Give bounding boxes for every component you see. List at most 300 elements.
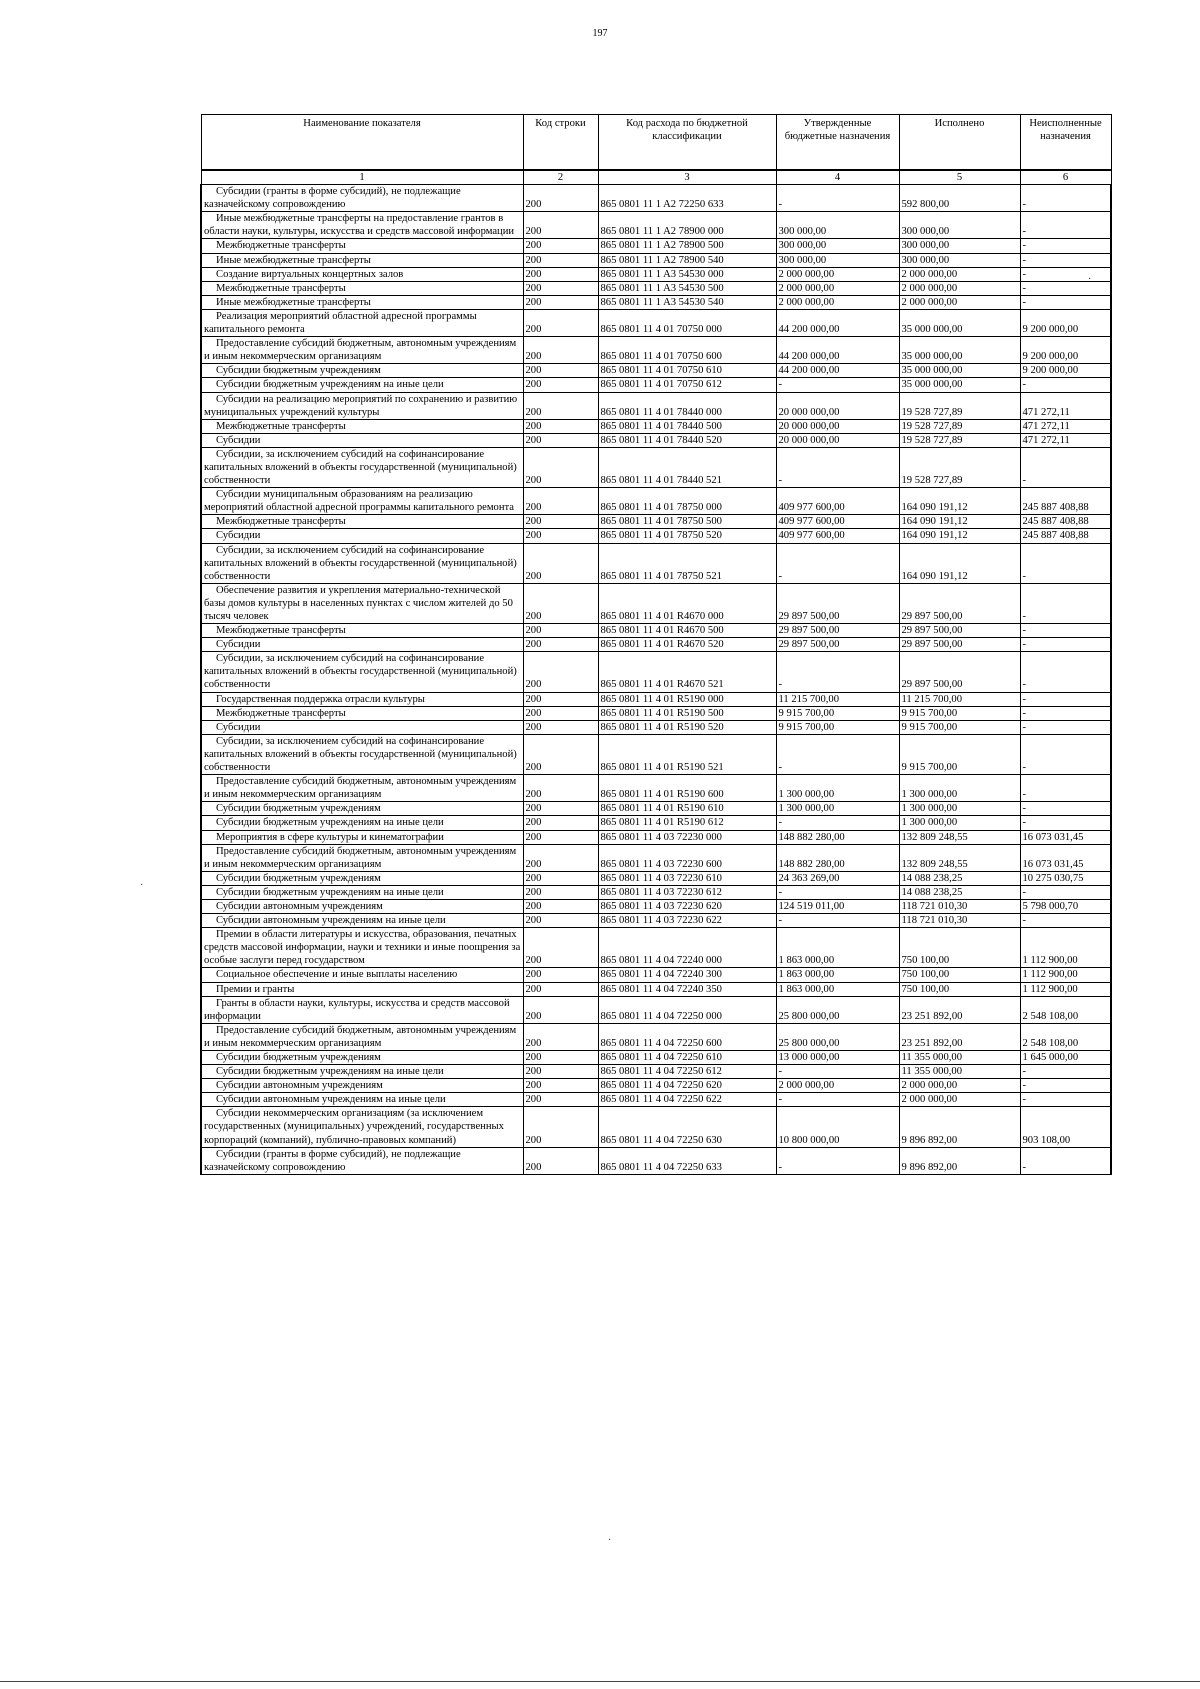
row-name: Государственная поддержка отрасли культуры <box>201 692 523 706</box>
row-line-code: 200 <box>523 982 598 996</box>
row-name: Мероприятия в сфере культуры и кинематографии <box>201 830 523 844</box>
row-name: Субсидии бюджетным учреждениям на иные цели <box>201 1065 523 1079</box>
table-row <box>201 1093 1111 1107</box>
column-number: 3 <box>598 170 776 185</box>
row-executed: 35 000 000,00 <box>899 337 1020 364</box>
row-unexecuted: 1 112 900,00 <box>1020 968 1111 982</box>
header-row <box>201 115 1111 171</box>
table-row <box>201 295 1111 309</box>
row-budget-code: 865 0801 11 4 01 78440 500 <box>598 419 776 433</box>
row-executed: 300 000,00 <box>899 212 1020 239</box>
column-number: 2 <box>523 170 598 185</box>
bottom-divider <box>0 1681 1200 1682</box>
row-unexecuted: - <box>1020 239 1111 253</box>
row-executed: 29 897 500,00 <box>899 652 1020 692</box>
row-name: Межбюджетные трансферты <box>201 706 523 720</box>
row-executed: 23 251 892,00 <box>899 1023 1020 1050</box>
row-name: Субсидии, за исключением субсидий на софинансирование капитальных вложений в объекты государственной (муниципальной) собственности <box>201 652 523 692</box>
row-approved: 25 800 000,00 <box>776 996 899 1023</box>
row-executed: 11 215 700,00 <box>899 692 1020 706</box>
row-unexecuted: - <box>1020 720 1111 734</box>
row-approved: 13 000 000,00 <box>776 1051 899 1065</box>
row-budget-code: 865 0801 11 4 03 72230 612 <box>598 885 776 899</box>
row-budget-code: 865 0801 11 4 04 72240 000 <box>598 928 776 968</box>
row-executed: 132 809 248,55 <box>899 830 1020 844</box>
row-unexecuted: - <box>1020 1093 1111 1107</box>
row-executed: 132 809 248,55 <box>899 844 1020 871</box>
table-row <box>201 928 1111 968</box>
row-executed: 11 355 000,00 <box>899 1065 1020 1079</box>
row-executed: 750 100,00 <box>899 968 1020 982</box>
row-line-code: 200 <box>523 267 598 281</box>
row-approved: - <box>776 885 899 899</box>
row-budget-code: 865 0801 11 4 01 78440 520 <box>598 433 776 447</box>
row-unexecuted: 471 272,11 <box>1020 433 1111 447</box>
table-row <box>201 899 1111 913</box>
row-name: Субсидии <box>201 529 523 543</box>
row-approved: 148 882 280,00 <box>776 844 899 871</box>
table-row <box>201 914 1111 928</box>
row-budget-code: 865 0801 11 4 01 70750 610 <box>598 364 776 378</box>
row-line-code: 200 <box>523 253 598 267</box>
row-unexecuted: 9 200 000,00 <box>1020 364 1111 378</box>
row-unexecuted: 245 887 408,88 <box>1020 529 1111 543</box>
row-line-code: 200 <box>523 364 598 378</box>
row-budget-code: 865 0801 11 4 01 70750 000 <box>598 309 776 336</box>
row-approved: 29 897 500,00 <box>776 624 899 638</box>
row-line-code: 200 <box>523 1147 598 1174</box>
row-name: Межбюджетные трансферты <box>201 419 523 433</box>
row-approved: 20 000 000,00 <box>776 419 899 433</box>
row-name: Субсидии бюджетным учреждениям <box>201 871 523 885</box>
row-executed: 9 915 700,00 <box>899 706 1020 720</box>
table-row <box>201 982 1111 996</box>
table-row <box>201 364 1111 378</box>
row-budget-code: 865 0801 11 1 A2 78900 540 <box>598 253 776 267</box>
column-number: 6 <box>1020 170 1111 185</box>
row-line-code: 200 <box>523 1107 598 1147</box>
column-number-row <box>201 170 1111 185</box>
row-name: Гранты в области науки, культуры, искусства и средств массовой информации <box>201 996 523 1023</box>
row-approved: 124 519 011,00 <box>776 899 899 913</box>
row-budget-code: 865 0801 11 4 01 78750 500 <box>598 515 776 529</box>
row-approved: - <box>776 447 899 487</box>
row-budget-code: 865 0801 11 4 01 R4670 000 <box>598 583 776 623</box>
budget-execution-table <box>200 114 1112 1175</box>
row-line-code: 200 <box>523 378 598 392</box>
table-row <box>201 1023 1111 1050</box>
column-number: 4 <box>776 170 899 185</box>
row-budget-code: 865 0801 11 1 A3 54530 000 <box>598 267 776 281</box>
row-approved: 25 800 000,00 <box>776 1023 899 1050</box>
row-executed: 750 100,00 <box>899 928 1020 968</box>
row-approved: - <box>776 914 899 928</box>
row-unexecuted: 2 548 108,00 <box>1020 1023 1111 1050</box>
row-approved: 1 863 000,00 <box>776 968 899 982</box>
table-row <box>201 1065 1111 1079</box>
row-line-code: 200 <box>523 638 598 652</box>
row-budget-code: 865 0801 11 1 A2 78900 000 <box>598 212 776 239</box>
row-name: Субсидии, за исключением субсидий на софинансирование капитальных вложений в объекты государственной (муниципальной) собственности <box>201 447 523 487</box>
table-row <box>201 720 1111 734</box>
row-line-code: 200 <box>523 529 598 543</box>
row-approved: - <box>776 816 899 830</box>
row-budget-code: 865 0801 11 4 03 72230 000 <box>598 830 776 844</box>
row-approved: 1 863 000,00 <box>776 928 899 968</box>
row-unexecuted: - <box>1020 253 1111 267</box>
row-name: Субсидии автономным учреждениям <box>201 899 523 913</box>
row-name: Межбюджетные трансферты <box>201 239 523 253</box>
header-name: Наименование показателя <box>201 115 523 171</box>
scan-mark: · <box>608 1535 612 1546</box>
row-approved: 1 863 000,00 <box>776 982 899 996</box>
row-name: Субсидии бюджетным учреждениям на иные цели <box>201 816 523 830</box>
row-approved: 300 000,00 <box>776 212 899 239</box>
row-approved: 29 897 500,00 <box>776 638 899 652</box>
row-unexecuted: 1 645 000,00 <box>1020 1051 1111 1065</box>
row-name: Создание виртуальных концертных залов <box>201 267 523 281</box>
row-budget-code: 865 0801 11 4 03 72230 620 <box>598 899 776 913</box>
row-approved: 409 977 600,00 <box>776 488 899 515</box>
table-row <box>201 309 1111 336</box>
row-approved: - <box>776 1065 899 1079</box>
column-number: 1 <box>201 170 523 185</box>
row-unexecuted: - <box>1020 914 1111 928</box>
row-line-code: 200 <box>523 447 598 487</box>
row-approved: 9 915 700,00 <box>776 706 899 720</box>
row-unexecuted: 9 200 000,00 <box>1020 309 1111 336</box>
table-row <box>201 638 1111 652</box>
row-budget-code: 865 0801 11 4 04 72250 633 <box>598 1147 776 1174</box>
table-row <box>201 212 1111 239</box>
row-executed: 35 000 000,00 <box>899 309 1020 336</box>
row-executed: 9 896 892,00 <box>899 1147 1020 1174</box>
row-unexecuted: 1 112 900,00 <box>1020 982 1111 996</box>
row-executed: 2 000 000,00 <box>899 267 1020 281</box>
row-line-code: 200 <box>523 968 598 982</box>
table-row <box>201 775 1111 802</box>
row-unexecuted: - <box>1020 447 1111 487</box>
row-approved: 44 200 000,00 <box>776 309 899 336</box>
table-row <box>201 734 1111 774</box>
row-budget-code: 865 0801 11 4 01 78440 521 <box>598 447 776 487</box>
row-executed: 164 090 191,12 <box>899 529 1020 543</box>
row-budget-code: 865 0801 11 4 01 R5190 000 <box>598 692 776 706</box>
row-approved: 148 882 280,00 <box>776 830 899 844</box>
table-row <box>201 1051 1111 1065</box>
row-unexecuted: 2 548 108,00 <box>1020 996 1111 1023</box>
row-approved: 44 200 000,00 <box>776 364 899 378</box>
row-line-code: 200 <box>523 914 598 928</box>
row-budget-code: 865 0801 11 4 01 R4670 500 <box>598 624 776 638</box>
row-budget-code: 865 0801 11 4 04 72250 622 <box>598 1093 776 1107</box>
table-row <box>201 267 1111 281</box>
row-line-code: 200 <box>523 885 598 899</box>
row-line-code: 200 <box>523 1065 598 1079</box>
row-line-code: 200 <box>523 543 598 583</box>
row-budget-code: 865 0801 11 4 04 72250 600 <box>598 1023 776 1050</box>
row-budget-code: 865 0801 11 4 03 72230 610 <box>598 871 776 885</box>
scan-mark: · <box>140 880 144 891</box>
row-line-code: 200 <box>523 212 598 239</box>
row-line-code: 200 <box>523 1093 598 1107</box>
row-line-code: 200 <box>523 1023 598 1050</box>
row-unexecuted: - <box>1020 652 1111 692</box>
header-approved: Утвержденные бюджетные назначения <box>776 115 899 171</box>
scan-mark: · <box>1088 274 1092 285</box>
row-name: Субсидии автономным учреждениям на иные цели <box>201 914 523 928</box>
row-approved: 409 977 600,00 <box>776 515 899 529</box>
row-name: Субсидии, за исключением субсидий на софинансирование капитальных вложений в объекты государственной (муниципальной) собственности <box>201 734 523 774</box>
table-row <box>201 185 1111 212</box>
row-executed: 300 000,00 <box>899 253 1020 267</box>
row-executed: 9 896 892,00 <box>899 1107 1020 1147</box>
row-executed: 2 000 000,00 <box>899 295 1020 309</box>
row-budget-code: 865 0801 11 4 01 78750 520 <box>598 529 776 543</box>
row-executed: 9 915 700,00 <box>899 734 1020 774</box>
header-budget-code: Код расхода по бюджетной классификации <box>598 115 776 171</box>
row-unexecuted: 903 108,00 <box>1020 1107 1111 1147</box>
table-row <box>201 543 1111 583</box>
row-name: Субсидии, за исключением субсидий на софинансирование капитальных вложений в объекты государственной (муниципальной) собственности <box>201 543 523 583</box>
row-line-code: 200 <box>523 830 598 844</box>
row-unexecuted: - <box>1020 692 1111 706</box>
row-name: Субсидии бюджетным учреждениям на иные цели <box>201 885 523 899</box>
row-executed: 19 528 727,89 <box>899 433 1020 447</box>
row-executed: 1 300 000,00 <box>899 775 1020 802</box>
row-line-code: 200 <box>523 392 598 419</box>
row-approved: - <box>776 1093 899 1107</box>
table-row <box>201 652 1111 692</box>
row-executed: 19 528 727,89 <box>899 447 1020 487</box>
row-name: Субсидии автономным учреждениям на иные цели <box>201 1093 523 1107</box>
table-row <box>201 844 1111 871</box>
row-approved: 1 300 000,00 <box>776 802 899 816</box>
row-name: Субсидии бюджетным учреждениям <box>201 1051 523 1065</box>
row-unexecuted: - <box>1020 185 1111 212</box>
row-name: Иные межбюджетные трансферты <box>201 253 523 267</box>
table-row <box>201 392 1111 419</box>
row-name: Субсидии бюджетным учреждениям <box>201 802 523 816</box>
row-line-code: 200 <box>523 706 598 720</box>
row-approved: 1 300 000,00 <box>776 775 899 802</box>
row-budget-code: 865 0801 11 1 A3 54530 500 <box>598 281 776 295</box>
row-name: Предоставление субсидий бюджетным, автономным учреждениям и иным некоммерческим организациям <box>201 1023 523 1050</box>
row-executed: 2 000 000,00 <box>899 1093 1020 1107</box>
table-row <box>201 830 1111 844</box>
row-approved: 29 897 500,00 <box>776 583 899 623</box>
row-line-code: 200 <box>523 734 598 774</box>
row-name: Субсидии бюджетным учреждениям на иные цели <box>201 378 523 392</box>
row-executed: 118 721 010,30 <box>899 899 1020 913</box>
row-approved: 24 363 269,00 <box>776 871 899 885</box>
row-approved: - <box>776 652 899 692</box>
row-executed: 118 721 010,30 <box>899 914 1020 928</box>
row-executed: 164 090 191,12 <box>899 543 1020 583</box>
row-unexecuted: - <box>1020 378 1111 392</box>
row-budget-code: 865 0801 11 4 01 R4670 521 <box>598 652 776 692</box>
row-line-code: 200 <box>523 515 598 529</box>
row-budget-code: 865 0801 11 4 01 R5190 610 <box>598 802 776 816</box>
row-name: Обеспечение развития и укрепления материально-технической базы домов культуры в населенных пунктах с числом жителей до 50 тысяч человек <box>201 583 523 623</box>
row-approved: 11 215 700,00 <box>776 692 899 706</box>
row-executed: 164 090 191,12 <box>899 515 1020 529</box>
row-line-code: 200 <box>523 624 598 638</box>
row-executed: 29 897 500,00 <box>899 624 1020 638</box>
row-unexecuted: - <box>1020 638 1111 652</box>
row-line-code: 200 <box>523 309 598 336</box>
row-executed: 19 528 727,89 <box>899 419 1020 433</box>
row-executed: 29 897 500,00 <box>899 638 1020 652</box>
row-name: Премии в области литературы и искусства, образования, печатных средств массовой информации, науки и техники и иные поощрения за особые заслуги перед государством <box>201 928 523 968</box>
row-executed: 1 300 000,00 <box>899 802 1020 816</box>
row-approved: 9 915 700,00 <box>776 720 899 734</box>
row-unexecuted: - <box>1020 295 1111 309</box>
row-name: Предоставление субсидий бюджетным, автономным учреждениям и иным некоммерческим организациям <box>201 775 523 802</box>
row-unexecuted: - <box>1020 267 1111 281</box>
row-approved: - <box>776 543 899 583</box>
row-executed: 592 800,00 <box>899 185 1020 212</box>
row-budget-code: 865 0801 11 4 03 72230 622 <box>598 914 776 928</box>
row-line-code: 200 <box>523 239 598 253</box>
table-body <box>201 185 1111 1175</box>
row-approved: 44 200 000,00 <box>776 337 899 364</box>
table-row <box>201 885 1111 899</box>
row-executed: 2 000 000,00 <box>899 1079 1020 1093</box>
row-name: Межбюджетные трансферты <box>201 515 523 529</box>
row-approved: 2 000 000,00 <box>776 267 899 281</box>
row-budget-code: 865 0801 11 4 01 78440 000 <box>598 392 776 419</box>
row-unexecuted: - <box>1020 775 1111 802</box>
row-approved: 300 000,00 <box>776 253 899 267</box>
row-executed: 164 090 191,12 <box>899 488 1020 515</box>
row-executed: 14 088 238,25 <box>899 871 1020 885</box>
row-line-code: 200 <box>523 652 598 692</box>
row-approved: 409 977 600,00 <box>776 529 899 543</box>
row-budget-code: 865 0801 11 1 A2 78900 500 <box>598 239 776 253</box>
row-unexecuted: - <box>1020 802 1111 816</box>
row-line-code: 200 <box>523 871 598 885</box>
row-name: Реализация мероприятий областной адресной программы капитального ремонта <box>201 309 523 336</box>
row-unexecuted: 5 798 000,70 <box>1020 899 1111 913</box>
table-row <box>201 1147 1111 1174</box>
row-line-code: 200 <box>523 816 598 830</box>
table-row <box>201 419 1111 433</box>
column-number: 5 <box>899 170 1020 185</box>
row-executed: 23 251 892,00 <box>899 996 1020 1023</box>
row-unexecuted: - <box>1020 543 1111 583</box>
row-budget-code: 865 0801 11 4 03 72230 600 <box>598 844 776 871</box>
row-budget-code: 865 0801 11 4 01 R5190 520 <box>598 720 776 734</box>
table-row <box>201 996 1111 1023</box>
row-unexecuted: 471 272,11 <box>1020 392 1111 419</box>
row-approved: 2 000 000,00 <box>776 1079 899 1093</box>
row-line-code: 200 <box>523 844 598 871</box>
row-name: Субсидии бюджетным учреждениям <box>201 364 523 378</box>
row-budget-code: 865 0801 11 4 01 78750 000 <box>598 488 776 515</box>
row-approved: 20 000 000,00 <box>776 392 899 419</box>
row-unexecuted: - <box>1020 706 1111 720</box>
row-unexecuted: 16 073 031,45 <box>1020 844 1111 871</box>
row-executed: 14 088 238,25 <box>899 885 1020 899</box>
table-row <box>201 1107 1111 1147</box>
row-name: Субсидии муниципальным образованиям на реализацию мероприятий областной адресной программы капитального ремонта <box>201 488 523 515</box>
row-line-code: 200 <box>523 802 598 816</box>
row-executed: 300 000,00 <box>899 239 1020 253</box>
table-row <box>201 239 1111 253</box>
row-line-code: 200 <box>523 281 598 295</box>
row-unexecuted: - <box>1020 583 1111 623</box>
row-unexecuted: - <box>1020 281 1111 295</box>
row-budget-code: 865 0801 11 4 04 72250 630 <box>598 1107 776 1147</box>
row-line-code: 200 <box>523 775 598 802</box>
row-unexecuted: - <box>1020 1079 1111 1093</box>
row-executed: 11 355 000,00 <box>899 1051 1020 1065</box>
row-line-code: 200 <box>523 928 598 968</box>
table-row <box>201 802 1111 816</box>
row-executed: 2 000 000,00 <box>899 281 1020 295</box>
header-executed: Исполнено <box>899 115 1020 171</box>
row-unexecuted: - <box>1020 734 1111 774</box>
row-approved: 2 000 000,00 <box>776 281 899 295</box>
row-budget-code: 865 0801 11 4 01 R5190 612 <box>598 816 776 830</box>
row-line-code: 200 <box>523 295 598 309</box>
table-row <box>201 447 1111 487</box>
row-name: Субсидии некоммерческим организациям (за исключением государственных (муниципальных) учреждений, государственных корпораций (компаний), публично-правовых компаний) <box>201 1107 523 1147</box>
row-line-code: 200 <box>523 996 598 1023</box>
row-budget-code: 865 0801 11 4 04 72250 620 <box>598 1079 776 1093</box>
table-row <box>201 488 1111 515</box>
row-name: Субсидии <box>201 720 523 734</box>
table-row <box>201 378 1111 392</box>
row-line-code: 200 <box>523 720 598 734</box>
row-budget-code: 865 0801 11 4 01 R5190 500 <box>598 706 776 720</box>
row-name: Межбюджетные трансферты <box>201 281 523 295</box>
row-name: Иные межбюджетные трансферты <box>201 295 523 309</box>
row-budget-code: 865 0801 11 4 01 78750 521 <box>598 543 776 583</box>
row-budget-code: 865 0801 11 1 A2 72250 633 <box>598 185 776 212</box>
row-unexecuted: 1 112 900,00 <box>1020 928 1111 968</box>
header-unexecuted: Неисполненные назначения <box>1020 115 1111 171</box>
row-budget-code: 865 0801 11 4 04 72250 610 <box>598 1051 776 1065</box>
row-name: Социальное обеспечение и иные выплаты населению <box>201 968 523 982</box>
row-line-code: 200 <box>523 337 598 364</box>
row-unexecuted: 245 887 408,88 <box>1020 488 1111 515</box>
row-line-code: 200 <box>523 899 598 913</box>
table-row <box>201 529 1111 543</box>
row-unexecuted: - <box>1020 1147 1111 1174</box>
row-budget-code: 865 0801 11 4 01 70750 600 <box>598 337 776 364</box>
row-approved: - <box>776 734 899 774</box>
row-budget-code: 865 0801 11 1 A3 54530 540 <box>598 295 776 309</box>
table-row <box>201 624 1111 638</box>
row-name: Межбюджетные трансферты <box>201 624 523 638</box>
row-budget-code: 865 0801 11 4 04 72250 612 <box>598 1065 776 1079</box>
row-approved: - <box>776 185 899 212</box>
table-row <box>201 515 1111 529</box>
table-row <box>201 1079 1111 1093</box>
row-executed: 35 000 000,00 <box>899 378 1020 392</box>
header-line-code: Код строки <box>523 115 598 171</box>
row-executed: 750 100,00 <box>899 982 1020 996</box>
row-line-code: 200 <box>523 1079 598 1093</box>
row-name: Субсидии <box>201 433 523 447</box>
row-line-code: 200 <box>523 419 598 433</box>
row-unexecuted: - <box>1020 816 1111 830</box>
table-row <box>201 433 1111 447</box>
row-name: Субсидии на реализацию мероприятий по сохранению и развитию муниципальных учреждений культуры <box>201 392 523 419</box>
row-approved: 20 000 000,00 <box>776 433 899 447</box>
